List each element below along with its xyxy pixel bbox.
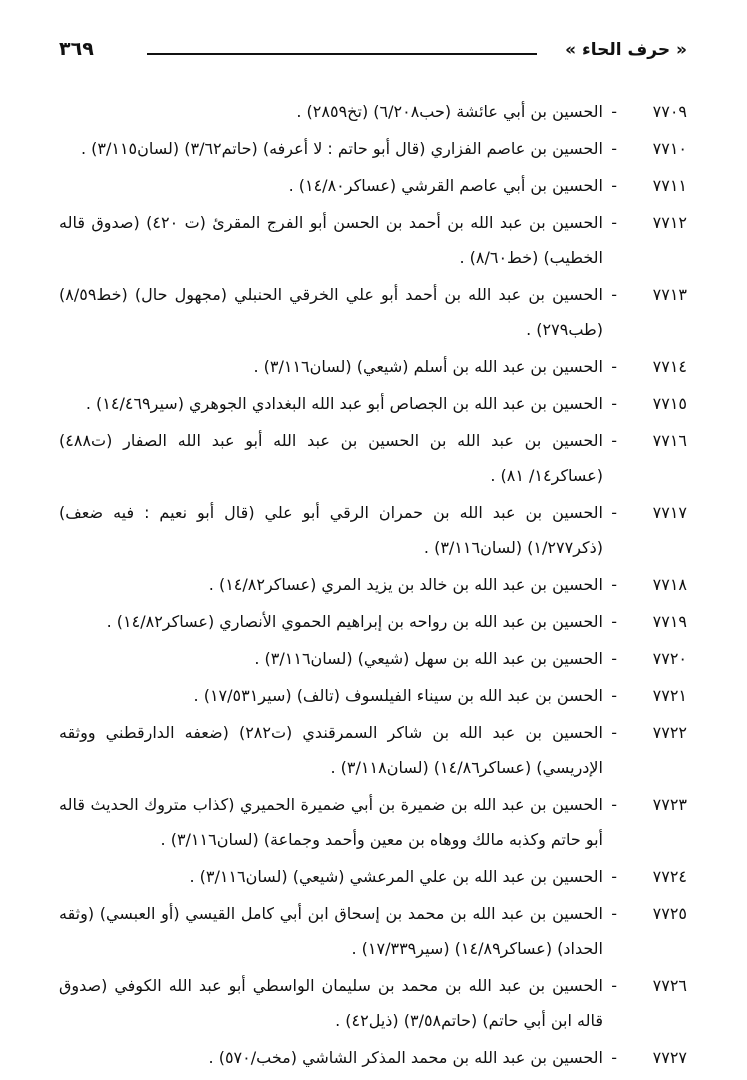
entry-text: الحسين بن عبد الله بن سهل (شيعي) (لسان٣/١١٦) . <box>254 649 603 668</box>
entry-number: ٧٧١٢ <box>652 213 687 232</box>
entry-number: ٧٧٢٧ <box>652 1048 687 1067</box>
entry-dash: - <box>611 976 617 995</box>
entry-text: الحسين بن عبد الله بن محمد بن إسحاق ابن أبي كامل القيسي (أو العبسي) (وثقه الحداد) (عساكر١٤/٨٩) (سير١٧/٣٣٩) . <box>59 904 603 958</box>
list-item <box>59 205 687 275</box>
list-item <box>59 386 687 421</box>
list-item <box>59 423 687 493</box>
entry-number: ٧٧١٦ <box>652 431 687 450</box>
running-header <box>59 38 687 68</box>
entry-number: ٧٧١٨ <box>652 575 687 594</box>
entry-number: ٧٧٢١ <box>652 686 687 705</box>
list-item <box>59 641 687 676</box>
entry-text: الحسين بن عبد الله بن حمران الرقي أبو علي (قال أبو نعيم : فيه ضعف) (ذكر١/٢٧٧) (لسان٣/١١٦) . <box>59 503 603 557</box>
list-item <box>59 604 687 639</box>
entry-text: الحسين بن عبد الله بن ضميرة بن أبي ضميرة الحميري (كذاب متروك الحديث قاله أبو حاتم وكذبه مالك ووهاه بن معين وأحمد وجماعة) (لسان٣/١١٦) . <box>59 795 603 849</box>
entry-dash: - <box>611 686 617 705</box>
page-number: ٣٦٩ <box>59 38 94 60</box>
list-item <box>59 859 687 894</box>
entry-dash: - <box>611 867 617 886</box>
list-item <box>59 787 687 857</box>
list-item <box>59 567 687 602</box>
list-item <box>59 896 687 966</box>
entry-number: ٧٧٢٠ <box>652 649 687 668</box>
entry-dash: - <box>611 612 617 631</box>
list-item <box>59 94 687 129</box>
entry-number: ٧٧١٣ <box>652 285 687 304</box>
entry-number: ٧٧١٠ <box>652 139 687 158</box>
list-item <box>59 349 687 384</box>
entry-dash: - <box>611 176 617 195</box>
entry-text: الحسين بن عبد الله بن الحسين بن عبد الله أبو عبد الله الصفار (ت٤٨٨) (عساكر١٤/ ٨١) . <box>59 431 603 485</box>
entry-number: ٧٧٢٦ <box>652 976 687 995</box>
entry-dash: - <box>611 285 617 304</box>
list-item <box>59 1040 687 1075</box>
list-item <box>59 678 687 713</box>
entry-dash: - <box>611 904 617 923</box>
entry-dash: - <box>611 723 617 742</box>
entry-text: الحسين بن عبد الله بن أحمد بن الحسن أبو الفرج المقرئ (ت ٤٢٠) (صدوق قاله الخطيب) (خط٨/٦٠) . <box>59 213 603 267</box>
entry-number: ٧٧٢٥ <box>652 904 687 923</box>
entry-text: الحسين بن عبد الله بن محمد بن سليمان الواسطي أبو عبد الله الكوفي (صدوق قاله ابن أبي حاتم) (حاتم٣/٥٨) (ذيل٤٢) . <box>59 976 603 1030</box>
entry-dash: - <box>611 139 617 158</box>
entry-number: ٧٧٢٣ <box>652 795 687 814</box>
entry-text: الحسين بن عبد الله بن رواحه بن إبراهيم الحموي الأنصاري (عساكر١٤/٨٢) . <box>106 612 603 631</box>
entry-number: ٧٧١٥ <box>652 394 687 413</box>
entry-text: الحسين بن عبد الله بن خالد بن يزيد المري (عساكر١٤/٨٢) . <box>208 575 603 594</box>
entry-number: ٧٧١٤ <box>652 357 687 376</box>
chapter-title: « حرف الحاء » <box>565 40 687 60</box>
list-item <box>59 968 687 1038</box>
entry-text: الحسين بن عبد الله بن شاكر السمرقندي (ت٢٨٢) (ضعفه الدارقطني ووثقه الإدريسي) (عساكر١٤/٨٦) (لسان٣/١١٨) . <box>59 723 604 777</box>
entry-dash: - <box>611 503 617 522</box>
entry-dash: - <box>611 431 617 450</box>
entry-text: الحسن بن عبد الله بن سيناء الفيلسوف (تالف) (سير١٧/٥٣١) . <box>193 686 603 705</box>
list-item <box>59 715 687 785</box>
entry-number: ٧٧١١ <box>652 176 687 195</box>
entry-dash: - <box>611 649 617 668</box>
entry-dash: - <box>611 575 617 594</box>
entry-dash: - <box>611 213 617 232</box>
entry-text: الحسين بن عبد الله بن الجصاص أبو عبد الله البغدادي الجوهري (سير١٤/٤٦٩) . <box>85 394 603 413</box>
entry-text: الحسين بن عبد الله بن أسلم (شيعي) (لسان٣/١١٦) . <box>253 357 603 376</box>
entry-number: ٧٧٢٤ <box>652 867 687 886</box>
entry-text: الحسين بن أبي عاصم القرشي (عساكر١٤/٨٠) . <box>288 176 603 195</box>
entry-dash: - <box>611 357 617 376</box>
entry-number: ٧٧٠٩ <box>652 102 687 121</box>
entry-number: ٧٧١٧ <box>652 503 687 522</box>
entry-text: الحسين بن أبي عائشة (حب٦/٢٠٨) (تخ٢٨٥٩) . <box>296 102 603 121</box>
entry-dash: - <box>611 795 617 814</box>
list-item <box>59 495 687 565</box>
entry-text: الحسين بن عاصم الفزاري (قال أبو حاتم : لا أعرفه) (حاتم٣/٦٢) (لسان٣/١١٥) . <box>80 139 603 158</box>
entry-number: ٧٧٢٢ <box>652 723 687 742</box>
header-rule <box>147 53 537 55</box>
entry-dash: - <box>611 102 617 121</box>
list-item <box>59 131 687 166</box>
entry-list <box>59 94 687 1077</box>
entry-dash: - <box>611 394 617 413</box>
entry-text: الحسين بن عبد الله بن محمد المذكر الشاشي (مخب/٥٧٠) . <box>208 1048 603 1067</box>
list-item <box>59 168 687 203</box>
list-item <box>59 277 687 347</box>
entry-dash: - <box>611 1048 617 1067</box>
entry-text: الحسين بن عبد الله بن أحمد أبو علي الخرقي الحنبلي (مجهول حال) (خط٨/٥٩) (طب٢٧٩) . <box>59 285 603 339</box>
entry-number: ٧٧١٩ <box>652 612 687 631</box>
entry-text: الحسين بن عبد الله بن علي المرعشي (شيعي) (لسان٣/١١٦) . <box>189 867 603 886</box>
